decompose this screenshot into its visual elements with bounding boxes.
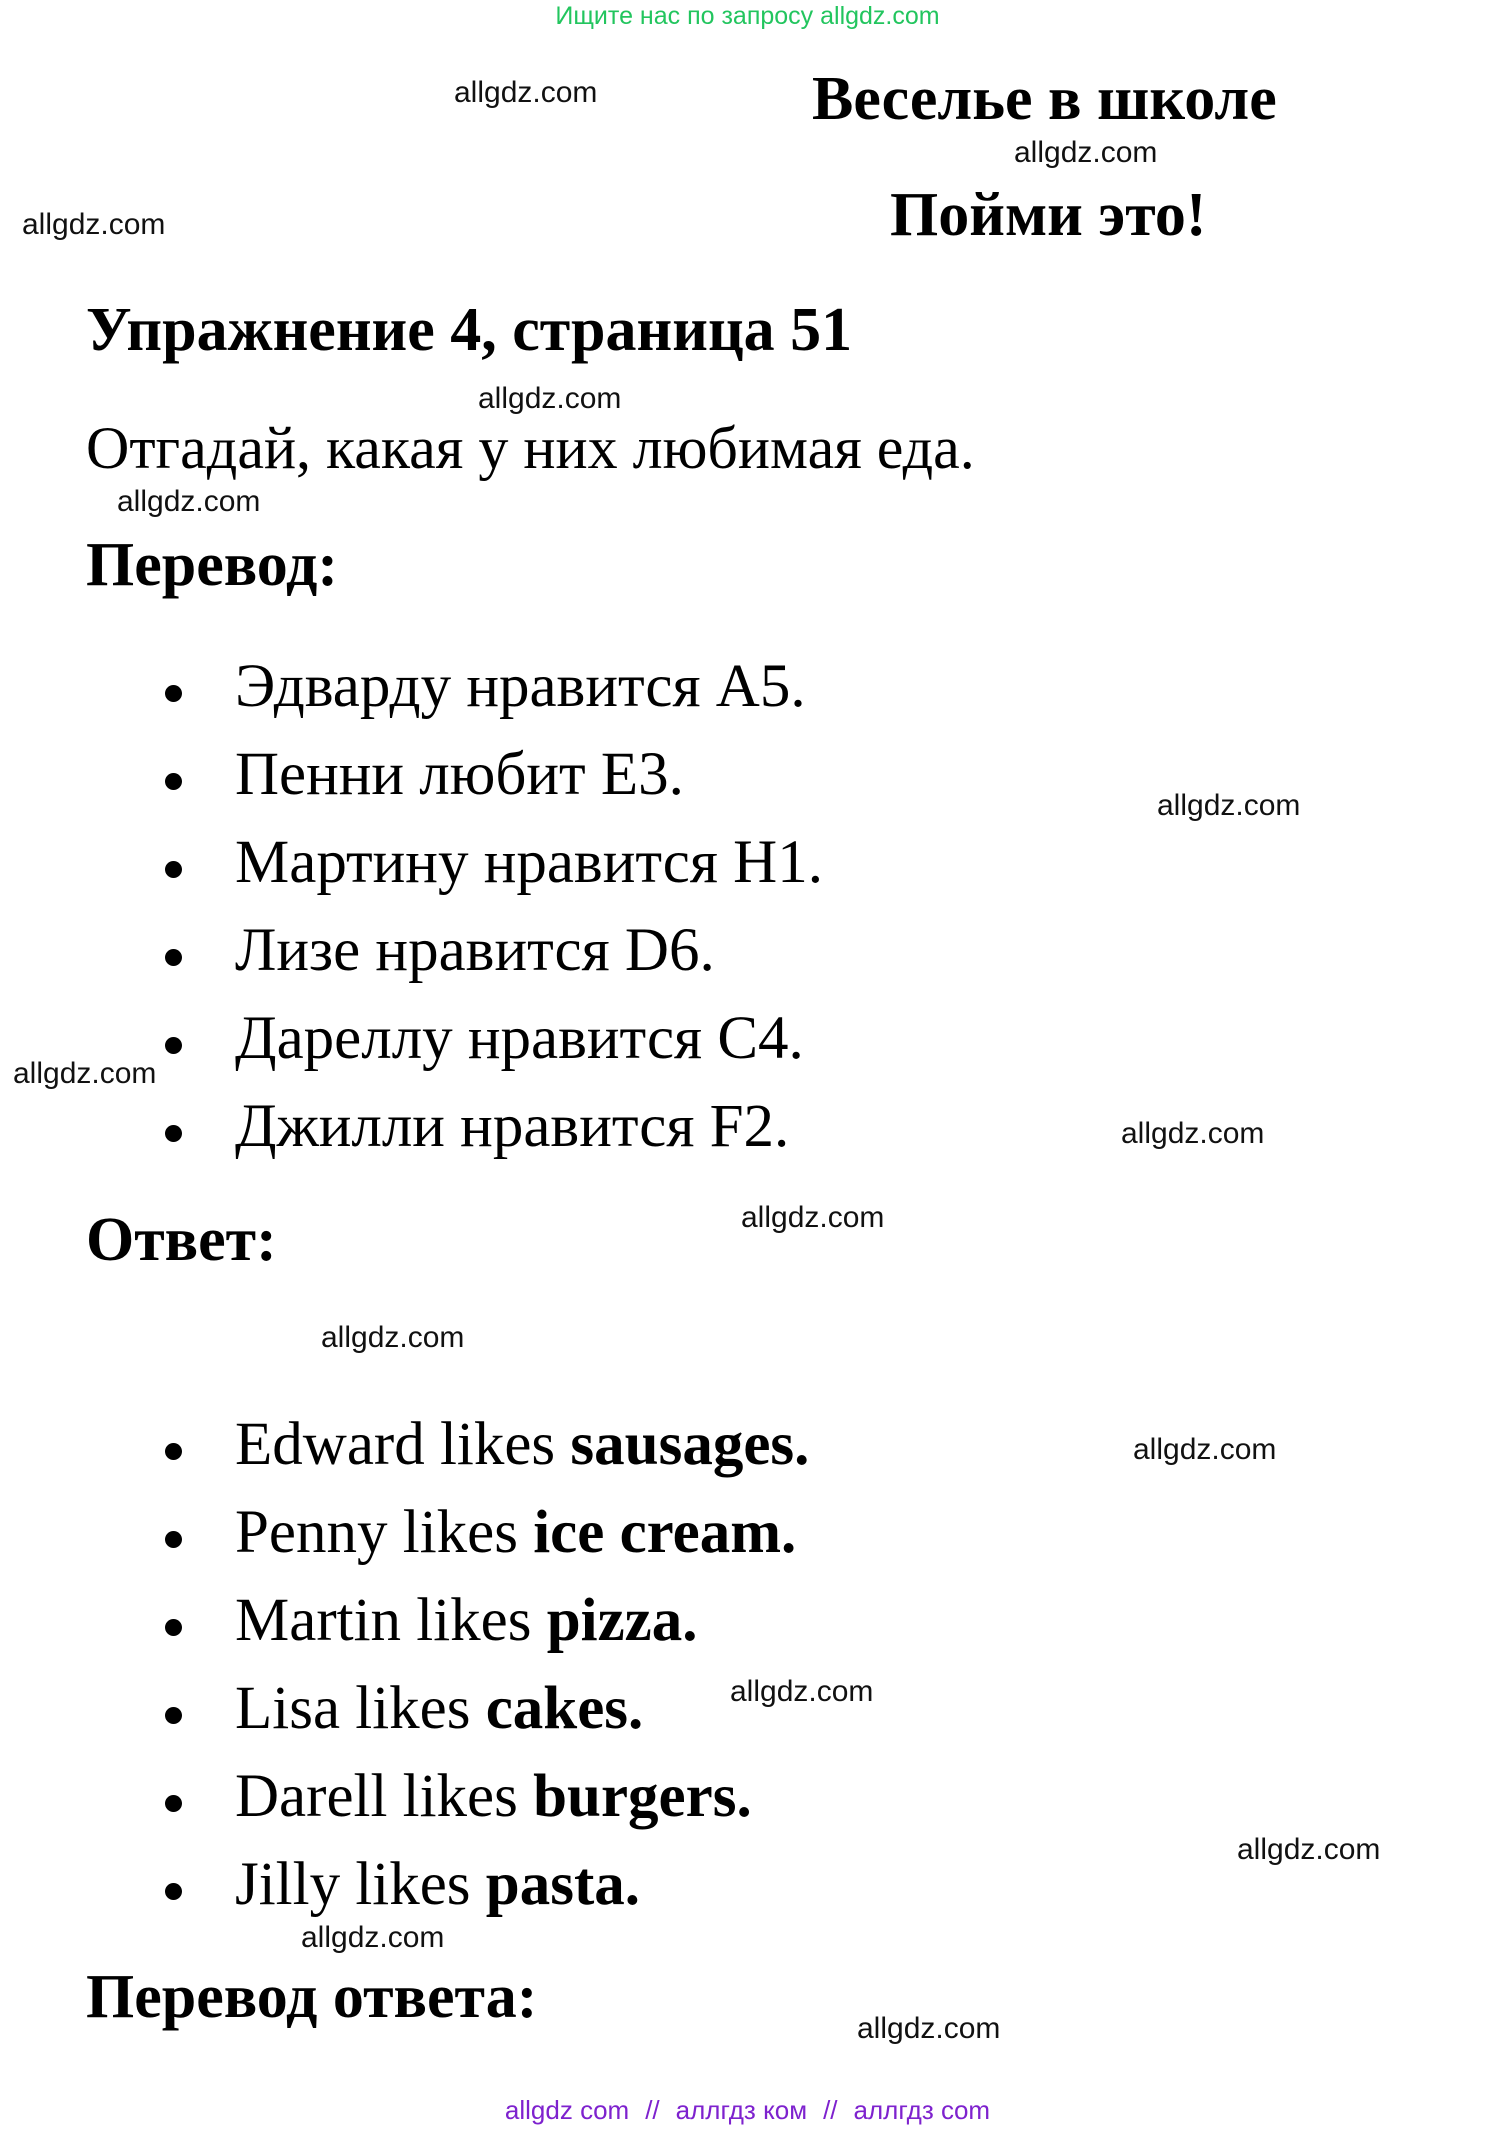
footer-link[interactable]: allgdz com	[504, 2095, 630, 2125]
bullet-icon	[165, 1531, 182, 1548]
answer-item-food: pasta.	[485, 1851, 641, 1918]
bullet-icon	[165, 949, 182, 966]
bullet-icon	[165, 1037, 182, 1054]
book-subtitle: Пойми это!	[890, 181, 1207, 249]
answer-item-food: cakes.	[485, 1675, 644, 1742]
answer-item-prefix: Jilly likes	[235, 1851, 486, 1918]
bullet-icon	[165, 1125, 182, 1142]
answer-item-prefix: Darell likes	[235, 1763, 534, 1830]
answer-item	[235, 1410, 809, 1480]
book-title: Веселье в школе	[812, 65, 1277, 133]
answer-item-prefix: Penny likes	[235, 1499, 534, 1566]
translation-item: Мартину нравится H1.	[235, 829, 823, 896]
answer-item-food: ice cream.	[533, 1499, 797, 1566]
watermark: allgdz.com	[117, 485, 261, 518]
footer-links	[0, 2095, 1495, 2126]
footer-link[interactable]: аллгдз ком	[675, 2095, 808, 2125]
watermark: allgdz.com	[1014, 136, 1158, 169]
watermark: allgdz.com	[13, 1057, 157, 1090]
watermark: allgdz.com	[1121, 1117, 1265, 1150]
translation-item: Джилли нравится F2.	[235, 1093, 790, 1160]
bullet-icon	[165, 685, 182, 702]
answer-item-prefix: Lisa likes	[235, 1675, 486, 1742]
watermark: allgdz.com	[454, 76, 598, 109]
footer-separator: //	[823, 2095, 838, 2125]
answer-item-food: burgers.	[533, 1763, 752, 1830]
answer-item	[235, 1674, 643, 1744]
watermark: allgdz.com	[1237, 1833, 1381, 1866]
answer-item-prefix: Martin likes	[235, 1587, 547, 1654]
footer-link[interactable]: аллгдз com	[853, 2095, 991, 2125]
translation-item: Эдварду нравится A5.	[235, 653, 806, 720]
exercise-heading: Упражнение 4, страница 51	[86, 296, 853, 364]
bullet-icon	[165, 1707, 182, 1724]
answer-item	[235, 1762, 752, 1832]
answer-translation-heading: Перевод ответа:	[86, 1963, 538, 2031]
watermark: allgdz.com	[730, 1675, 874, 1708]
bullet-icon	[165, 1795, 182, 1812]
bullet-icon	[165, 861, 182, 878]
bullet-icon	[165, 773, 182, 790]
answer-item-prefix: Edward likes	[235, 1411, 571, 1478]
translation-heading: Перевод:	[86, 531, 339, 599]
watermark: allgdz.com	[857, 2012, 1001, 2045]
top-banner[interactable]: Ищите нас по запросу allgdz.com	[555, 2, 940, 30]
answer-item-food: sausages.	[570, 1411, 810, 1478]
watermark: allgdz.com	[478, 382, 622, 415]
bullet-icon	[165, 1883, 182, 1900]
answer-item	[235, 1498, 796, 1568]
bullet-icon	[165, 1443, 182, 1460]
answer-item	[235, 1586, 698, 1656]
watermark: allgdz.com	[301, 1921, 445, 1954]
translation-item: Лизе нравится D6.	[235, 917, 715, 984]
watermark: allgdz.com	[22, 208, 166, 241]
watermark: allgdz.com	[1157, 789, 1301, 822]
watermark: allgdz.com	[321, 1321, 465, 1354]
answer-item-food: pizza.	[546, 1587, 698, 1654]
watermark: allgdz.com	[741, 1201, 885, 1234]
exercise-task: Отгадай, какая у них любимая еда.	[86, 415, 975, 481]
translation-item: Пенни любит E3.	[235, 741, 684, 808]
answer-item	[235, 1850, 640, 1920]
translation-item: Дареллу нравится C4.	[235, 1005, 804, 1072]
answer-heading: Ответ:	[86, 1206, 277, 1274]
watermark: allgdz.com	[1133, 1433, 1277, 1466]
bullet-icon	[165, 1619, 182, 1636]
footer-separator: //	[645, 2095, 660, 2125]
